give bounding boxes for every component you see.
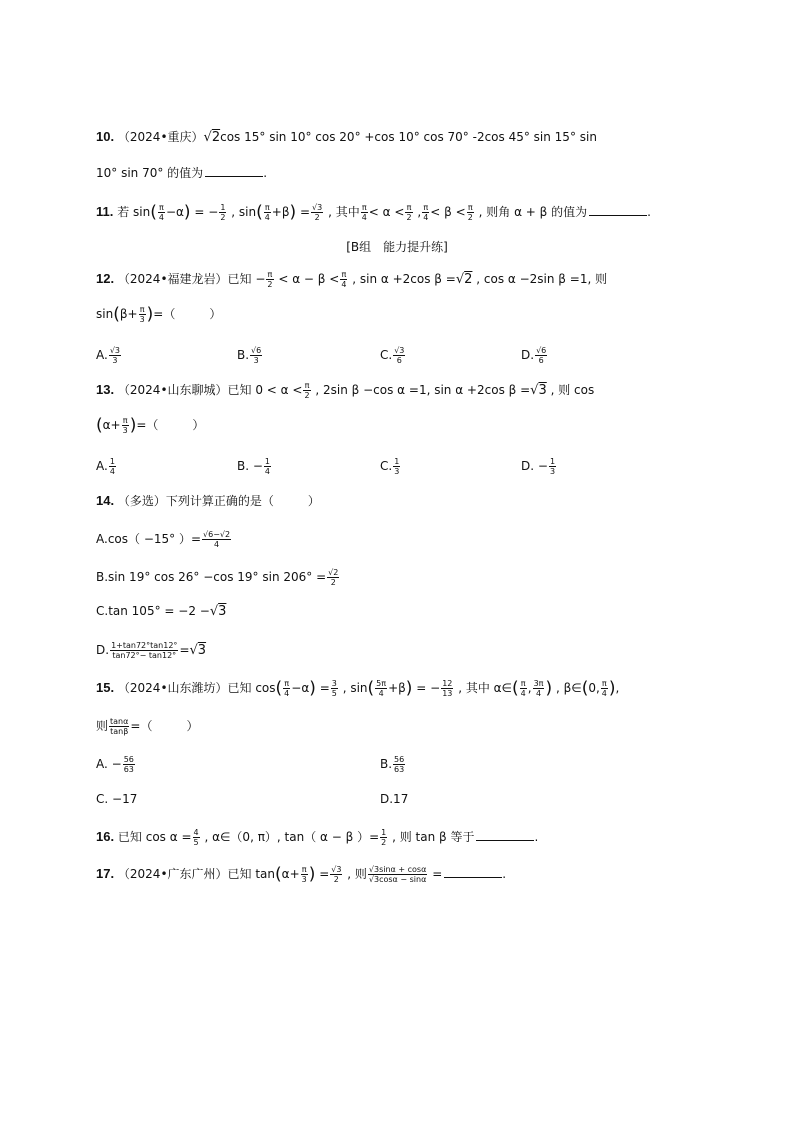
answer-blank[interactable] (205, 176, 263, 177)
question-10-line-1: 10. （2024•重庆）√2cos 15° sin 10° cos 20° +cos 10° cos 70° -2cos 45° sin 15° sin (96, 129, 597, 145)
section-heading: [B组 能力提升练] (346, 240, 448, 254)
option-d[interactable]: D. − $\frac{1}{3}$ (521, 457, 556, 476)
option-a[interactable]: A. − $\frac{56}{63}$ (96, 755, 134, 774)
option-c[interactable]: C. $\frac{√3}{6}$ (380, 346, 405, 365)
option-c[interactable]: C. $\frac{1}{3}$ (380, 457, 400, 476)
answer-blank[interactable] (444, 877, 502, 878)
option-c[interactable]: C.tan 105° = −2 −√3 (96, 604, 227, 619)
question-15-line-2: 则 $\frac{\tan\alpha}{\tan\beta}$ =（ ） (96, 717, 199, 736)
question-12-line-2: sin(β+ $\frac{\pi}{3}$ )=（ ） (96, 304, 222, 325)
option-a[interactable]: A. $\frac{√3}{3}$ (96, 346, 120, 365)
question-17: 17. （2024•广东广州）已知 tan(α+ $\frac{\pi}{3}$ ) = $\frac{√3}{2}$ , 则 $\frac{√3\sin\alpha + \cos\alpha}{√3\cos\alpha - \sin\alpha}$ = . (96, 864, 507, 885)
question-number: 13. (96, 382, 115, 397)
question-number: 12. (96, 271, 115, 286)
question-16: 16. 已知 cos α = $\frac{4}{5}$ , α∈（0, π）, tan（ α − β ）= $\frac{1}{2}$ , 则 tan β 等于 . (96, 828, 539, 847)
option-b[interactable]: B.sin 19° cos 26° −cos 19° sin 206° = $\frac{√2}{2}$ (96, 568, 339, 587)
question-12-line-1: 12. （2024•福建龙岩）已知 − $\frac{\pi}{2}$ < α − β < $\frac{\pi}{4}$ , sin α +2cos β =√2 , cos α −2sin β =1, 则 (96, 270, 608, 289)
question-number: 10. (96, 129, 115, 144)
answer-blank[interactable] (589, 215, 647, 216)
option-a[interactable]: A. $\frac{1}{4}$ (96, 457, 115, 476)
question-number: 15. (96, 680, 115, 695)
question-number: 11. (96, 204, 114, 219)
question-number: 16. (96, 829, 115, 844)
option-b[interactable]: B. − $\frac{1}{4}$ (237, 457, 271, 476)
question-13-line-1: 13. （2024•山东聊城）已知 0 < α < $\frac{\pi}{2}$ , 2sin β −cos α =1, sin α +2cos β =√3 , 则 cos (96, 381, 595, 400)
question-11: 11. 若 sin( $\frac{\pi}{4}$ −α) = − $\frac{1}{2}$ , sin( $\frac{\pi}{4}$ +β) = $\frac{√3}{2}$ , 其中 $\frac{\pi}{4}$ < α < $\frac{\pi}{2}$ , $\frac{\pi}{4}$ < β < $\frac{\pi}{2}$ , 则角 α + β 的值为 . (96, 202, 651, 223)
option-d[interactable]: D. $\frac{1+\tan 72^\circ\tan 12^\circ}{\tan 72^\circ- \tan 12^\circ}$ =√3 (96, 641, 207, 660)
question-13-line-2: (α+ $\frac{\pi}{3}$ )=（ ） (96, 415, 205, 436)
option-b[interactable]: B. $\frac{√6}{3}$ (237, 346, 262, 365)
question-number: 14. (96, 493, 115, 508)
answer-blank[interactable] (476, 840, 534, 841)
question-14: 14. （多选）下列计算正确的是（ ） (96, 493, 320, 508)
option-d[interactable]: D. $\frac{√6}{6}$ (521, 346, 547, 365)
option-c[interactable]: C. −17 (96, 792, 138, 806)
question-number: 17. (96, 866, 115, 881)
option-b[interactable]: B. $\frac{56}{63}$ (380, 755, 405, 774)
option-a[interactable]: A.cos（ −15° ）= $\frac{√6-√2}{4}$ (96, 530, 231, 549)
question-10-line-2: 10° sin 70° 的值为 . (96, 166, 268, 180)
option-d[interactable]: D.17 (380, 792, 409, 806)
question-15-line-1: 15. （2024•山东潍坊）已知 cos( $\frac{\pi}{4}$ −α) = $\frac{3}{5}$ , sin( $\frac{5\pi}{4}$ +β) = − $\frac{12}{13}$ , 其中 α∈( $\frac{\pi}{4}$ , $\frac{3\pi}{4}$ ) , β∈(0, $\frac{\pi}{4}$ ), (96, 678, 620, 699)
